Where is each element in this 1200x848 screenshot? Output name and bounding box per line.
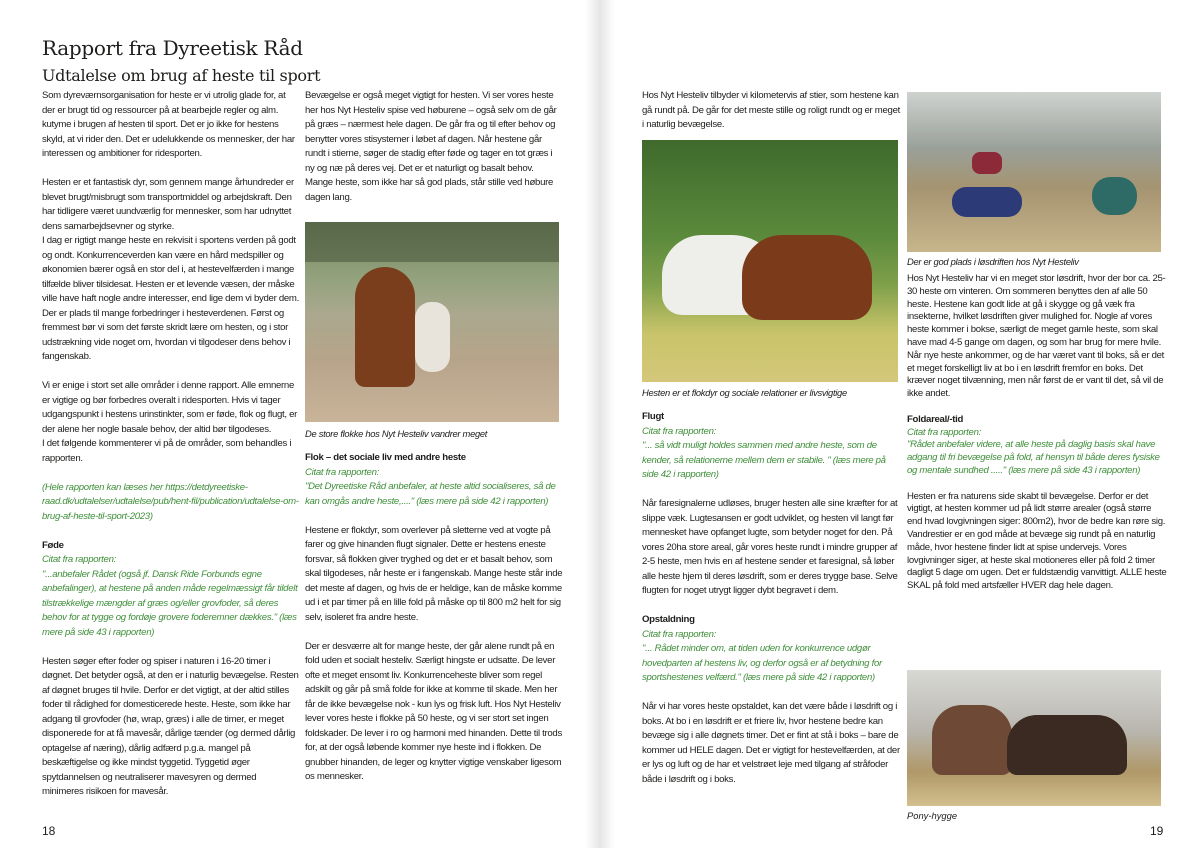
column-2 [305, 89, 563, 220]
page-subtitle: Udtalelse om brug af heste til sport [42, 66, 321, 85]
column-1 [42, 89, 300, 814]
citation-label: Citat fra rapporten: [907, 426, 981, 438]
citation-label: Citat fra rapporten: [642, 425, 716, 437]
page-number-left: 18 [42, 824, 56, 838]
citation-quote: "Det Dyreetiske Råd anbefaler, at heste altid socialiseres, så de kan omgås andre heste,...." (læs mere på side 42 i rapporten) [305, 481, 556, 507]
page-title: Rapport fra Dyreetisk Råd [42, 36, 303, 60]
page-gutter [585, 0, 615, 848]
citation-quote: "... Rådet minder om, at tiden uden for konkurrence udgør hovedparten af hestens liv, og derfor også er af betydning for sportshestenes velfærd." (læs mere på side 42 i rapporten) [642, 643, 882, 683]
section-heading-foldareal: Foldareal/-tid [907, 413, 964, 425]
paragraph: I dag er rigtigt mange heste en rekvisit i sportens verden på godt og ondt. Konkurrenceverden kan være en hård medspiller og økonomien bærer også en stor del i, at hestevelfærden i mange tilfælde bliver tilsidesat. Hesten er et levende væsen, der måske ville have haft nogle andre interesser, end lige dem vi byder dem. Der er plads til mange forbedringer i hesteverdenen. Først og fremmest bør vi som det første skridt lære om hesten, og i stor udstrækning vide noget om, hvordan vi tilgodeser dens behov i fangenskab. [42, 235, 299, 362]
photo-caption: De store flokke hos Nyt Hesteliv vandrer meget [305, 428, 488, 439]
page-number-right: 19 [1150, 824, 1164, 838]
citation-label: Citat fra rapporten: [42, 554, 116, 565]
paragraph: Hestene er flokdyr, som overlever på sletterne ved at vogte på farer og give hinanden flugt signaler. Dette er hestens eneste forsvar, så flokken giver tryghed og det er et basalt behov, som skal tilgodeses, når heste er i fangenskab. Mange heste står inde det meste af dagen, og hvis de er heldige, kan de måske komme ud i et par timer på en lille fold på måske op til 800 m2 helt for sig selv, isoleret fra andre heste. [305, 524, 563, 623]
paragraph: Hesten er fra naturens side skabt til bevægelse. Derfor er det vigtigt, at hesten kommer ud på lidt større arealer (også større end hvad lovgivningen siger: 800m2), hvor de bedre kan røre sig. Vandrestier er en god måde at bevæge sig rundt på en naturlig måde, hvor hestene finder lidt at spise undervejs. Vores lovgivninger siger, at heste skal motioneres eller på fold 2 timer dagligt 5 dage om ugen. Det er fuldstændig vanvittigt. ALLE heste SKAL på fold med artsfæller HVER dag hele dagen. [907, 490, 1167, 592]
photo-caption: Hesten er et flokdyr og sociale relationer er livsvigtige [642, 387, 847, 398]
photo-caption: Pony-hygge [907, 810, 958, 821]
paragraph: Bevægelse er også meget vigtigt for hesten. Vi ser vores heste her hos Nyt Hesteliv spise ved høburene – også selv om de går på græs – nærmest hele dagen. De går fra og til efter behov og benytter vores stisystemer i løbet af dagen. Når hestene går rundt i stierne, søger de stadig efter føde og tager en tot græs i ny og næ på deres vej. Det er et naturligt og basalt behov. Mange heste, som ikke har så god plads, står stille ved høbure dagen lang. [305, 90, 557, 203]
photo-caption: Der er god plads i løsdriften hos Nyt Hesteliv [907, 256, 1079, 267]
section-heading-fode: Føde [42, 539, 64, 551]
citation-label: Citat fra rapporten: [305, 466, 379, 478]
photo-ponies [907, 670, 1161, 806]
paragraph: Hos Nyt Hesteliv tilbyder vi kilometervis af stier, som hestene kan gå rundt på. De går for det meste stille og roligt rundt og er meget i naturlig bevægelse. [642, 90, 900, 130]
paragraph: Hesten er et fantastisk dyr, som gennem mange århundreder er blevet brugt/misbrugt som transportmiddel og arbejdskraft. Den har tidligere været uundværlig for mennesker, som har udnyttet dens samarbejdsevner og styrke. [42, 177, 294, 232]
paragraph: Hos Nyt Hesteliv har vi en meget stor løsdrift, hvor der bor ca. 25-30 heste om vinteren. Om sommeren benyttes den af alle 50 heste. Hestene kan godt lide at gå i skygge og gå væk fra insekterne, hvilket løsdriften giver mulighed for. Nogle af vores heste kommer i bokse, særligt de meget gamle heste, som skal have mad 4-5 gange om dagen, og som har brug for mere hvile. Når nye heste ankommer, og de har været vant til boks, så er det et meget forskelligt liv at bo i en løsdrift fremfor en boks. Det kræver noget tilvænning, men når først de er vant til det, så vil de ikke andet. [907, 273, 1166, 400]
column-3-lower [642, 410, 900, 802]
citation-quote: "... så vidt muligt holdes sammen med andre heste, som de kender, så relationerne mellem dem er stabile. " (læs mere på side 42 i rapporten) [642, 440, 886, 480]
photo-loose-housing [907, 92, 1161, 252]
citation-label: Citat fra rapporten: [642, 628, 716, 640]
photo-horses-walking [305, 222, 559, 422]
citation-quote: "Rådet anbefaler videre, at alle heste på daglig basis skal have adgang til fri bevægelse på fold, af hensyn til både deres fysiske og mentale sundhed ....." (læs mere på side 43 i rapporten) [907, 439, 1160, 476]
column-2-lower [305, 451, 563, 799]
section-heading-flugt: Flugt [642, 411, 664, 422]
paragraph: Vi er enige i stort set alle områder i denne rapport. Alle emnerne er vigtige og bør forbedres overalt i ridesporten. Hvis vi tager udgangspunkt i hestens urinstinkter, som er føde, flok og flugt, er der alene her nogle basale behov, der altid bør tilgodeses. [42, 380, 298, 435]
paragraph: I det følgende kommenterer vi på de områder, som behandles i rapporten. [42, 438, 292, 464]
section-heading-opstaldning: Opstaldning [642, 614, 695, 625]
paragraph: Som dyreværnsorganisation for heste er vi utrolig glade for, at der er brugt tid og ressourcer på at bearbejde regler og alm. kutyme i brugen af hesten til sport. Det er jo ikke for hestens skyld, at vi rider den. Det er udelukkende os mennesker, der har interessen og ambitioner for ridesporten. [42, 90, 295, 159]
paragraph: Der er desværre alt for mange heste, der går alene rundt på en fold uden et socialt hesteliv. Særligt hingste er udsatte. De lever ofte et meget ensomt liv. Konkurrenceheste bliver som regel adskilt og går på små folde for ikke at komme til skade. Men her får de ikke bevægelse nok - kun lys og frisk luft. Hos Nyt Hesteliv lever vores heste i flokke på 50 heste, og vi ser stort set ingen foldskader. De lever i ro og harmoni med hinanden. Dette til trods for, at der også løbende kommer nye heste ind i flokken. De gnubber hinanden, de leger og knytter vigtige venskaber ligesom os mennesker. [305, 640, 562, 782]
photo-two-horses [642, 140, 898, 382]
paragraph: Når vi har vores heste opstaldet, kan det være både i løsdrift og i boks. At bo i en løsdrift er et friere liv, hvor hestene bedre kan bevæge sig i alle døgnets timer. Det er fint at stå i boks – bare de kommer ud HELE dagen. Det er vigtigt for hestevelfærden, at der er lys og luft og de har et velstrøet leje med tilgang af stråfoder både i løsdrift og i boks. [642, 701, 900, 785]
paragraph: Når faresignalerne udløses, bruger hesten alle sine kræfter for at slippe væk. Lugtesansen er godt udviklet, og hesten vil langt før mennesket have opfanget lugte, som betyder noget for den. På vores 20ha store areal, går vores heste rundt i mindre grupper af 2-5 heste, men hvis en af hestene sender et faresignal, så løber alle heste hjem til deres løsdrift, som er deres trygge base. Selve flugten for noget utrygt ligger dybt begravet i dem. [642, 498, 898, 596]
report-link[interactable]: (Hele rapporten kan læses her https://detdyreetiske-raad.dk/udtalelser/udtalelse/pub/hent-fil/publication/udtalelse-om-brug-af-heste-til-sport-2023) [42, 481, 299, 522]
column-3 [642, 89, 900, 147]
column-4 [907, 273, 1167, 593]
paragraph: Hesten søger efter foder og spiser i naturen i 16-20 timer i døgnet. Det betyder også, at den er i naturlig bevægelse. Resten af døgnet bruges til hvile. Derfor er det vigtigt, at der altid stilles foder til rådighed for domesticerede heste. Heste, som ikke har adgang til grovfoder (hø, wrap, græs) i alle de timer, er meget disponerede for at få mavesår, dårlige tænder (og dermed dårlig optagelse af næring), dårlig adfærd p.g.a. mangel på beskæftigelse og ikke mindst tyggetid. Tyggetid øger spytdannelsen og neutraliserer mavesyren og dermed minimeres risikoen for mavesår. [42, 655, 299, 797]
section-heading-flok: Flok – det sociale liv med andre heste [305, 452, 466, 463]
citation-quote: "...anbefaler Rådet (også jf. Dansk Ride Forbunds egne anbefalinger), at hestene på anden måde regelmæssigt får tildelt tilstrækkelige mængder af græs og/eller grovfoder, så deres behov for at tygge og fordøje grovere foderemner dækkes." (læs mere på side 43 i rapporten) [42, 568, 298, 638]
